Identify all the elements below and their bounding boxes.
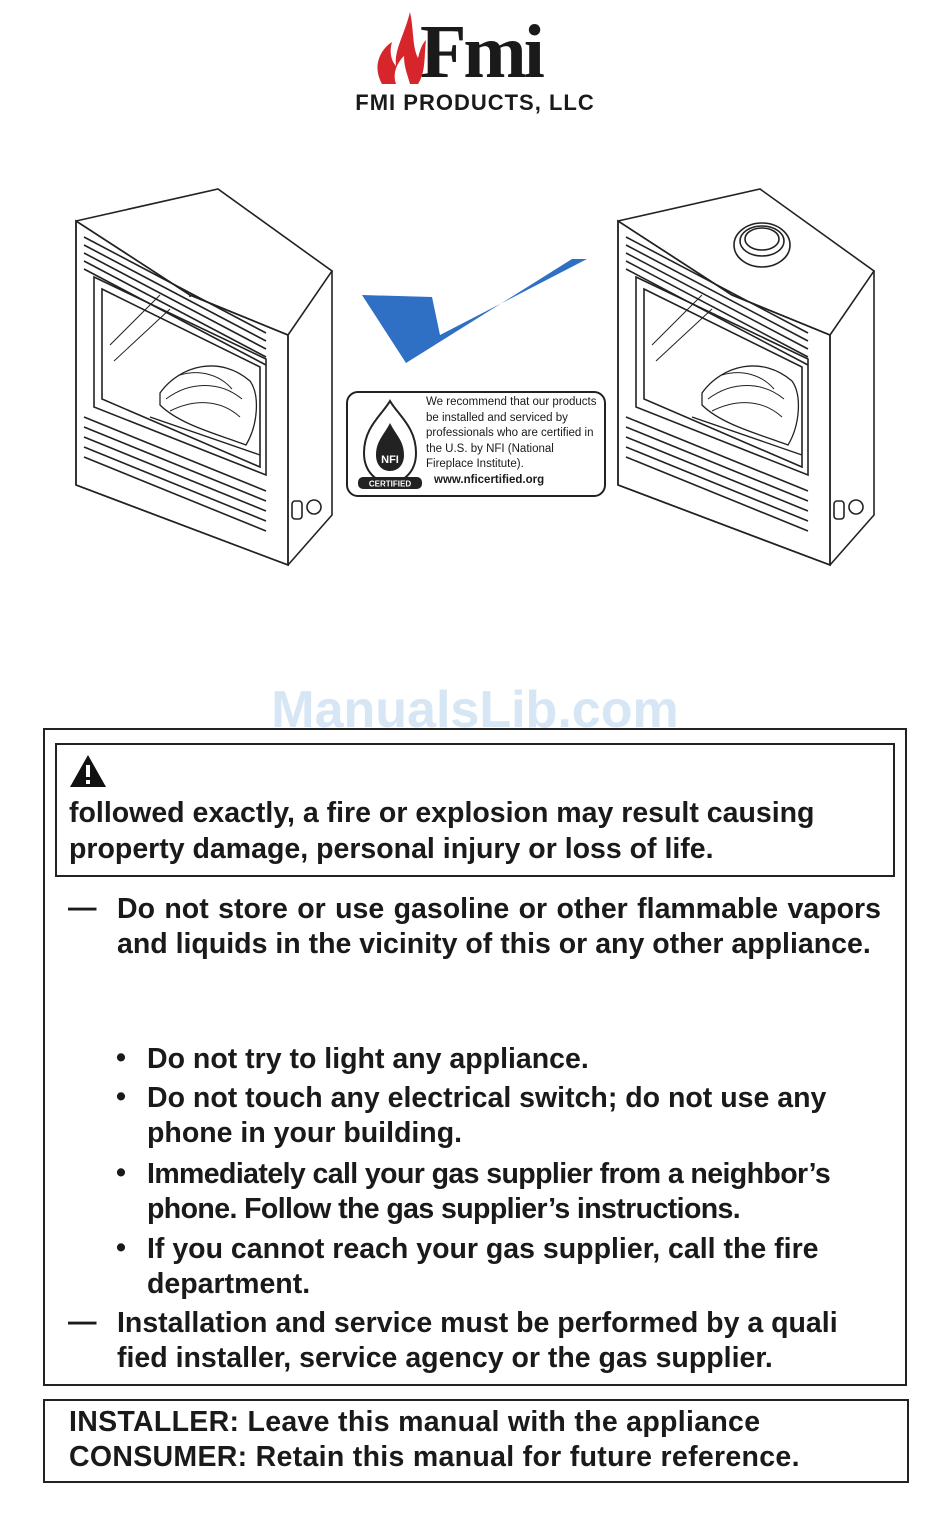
- dash-marker: —: [68, 1306, 97, 1338]
- bullet-item-switch: Do not touch any electrical switch; do not use any phone in your building.: [147, 1082, 827, 1149]
- nfi-recommendation-text: We recommend that our products be installed and serviced by professionals who are certified in the U.S. by NFI (National Fireplace Institute).: [426, 396, 597, 470]
- bullet-marker: •: [116, 1157, 126, 1189]
- fireplace-illustration-left: [70, 185, 335, 570]
- installer-note: INSTALLER: Leave this manual with the appliance: [69, 1406, 761, 1438]
- warning-item-gasoline: Do not store or use gasoline or other flammable vapors and liquids in the vicinity of this or any other appliance.: [117, 893, 881, 960]
- bullet-marker: •: [116, 1232, 126, 1264]
- watermark: ManualsLib.com: [271, 681, 679, 739]
- warning-triangle-icon: [68, 753, 108, 789]
- nfi-url: www.nficertified.org: [434, 474, 545, 486]
- logo-wordmark: Fmi: [420, 10, 542, 94]
- company-name: FMI PRODUCTS, LLC: [355, 90, 595, 115]
- bullet-marker: •: [116, 1042, 126, 1074]
- dash-marker: —: [68, 892, 97, 924]
- bullet-item-call-supplier: Immediately call your gas supplier from a neighbor’s phone. Follow the gas supplier’s instructions.: [147, 1158, 831, 1225]
- nfi-seal-icon: [354, 397, 426, 491]
- bullet-marker: •: [116, 1081, 126, 1113]
- warning-lead-text: followed exactly, a fire or explosion may result causing property damage, personal injury or loss of life.: [69, 797, 815, 865]
- fireplace-illustration-right: [612, 185, 877, 570]
- nfi-banner-text: CERTIFIED: [368, 479, 412, 489]
- bullet-item-light: Do not try to light any appliance.: [147, 1043, 589, 1075]
- svg-text:NFI: NFI: [381, 454, 399, 466]
- nfi-certification-badge: [346, 391, 606, 497]
- checkmark-icon: [362, 255, 587, 370]
- warning-item-installation: Installation and service must be performed by a quali fied installer, service agency or the gas supplier.: [117, 1307, 838, 1374]
- bullet-item-fire-department: If you cannot reach your gas supplier, call the fire department.: [147, 1233, 819, 1300]
- consumer-note: CONSUMER: Retain this manual for future reference.: [69, 1441, 800, 1473]
